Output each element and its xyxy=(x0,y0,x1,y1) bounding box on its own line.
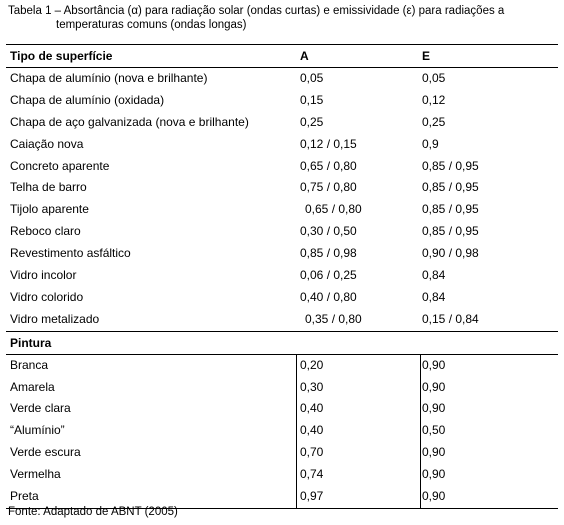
cell-a: 0,25 xyxy=(300,114,324,129)
cell-a: 0,40 / 0,80 xyxy=(300,289,357,304)
cell-a: 0,75 / 0,80 xyxy=(300,180,357,195)
cell-name: Vermelha xyxy=(10,467,61,482)
cell-a: 0,40 xyxy=(300,423,324,438)
cell-e: 0,90 xyxy=(422,401,446,416)
cell-e: 0,90 xyxy=(422,357,446,372)
cell-a: 0,15 xyxy=(300,92,324,107)
cell-a: 0,65 / 0,80 xyxy=(300,158,357,173)
cell-name: Tijolo aparente xyxy=(10,202,89,217)
table-row xyxy=(6,221,558,243)
cell-e: 0,90 xyxy=(422,467,446,482)
table-row xyxy=(6,398,558,420)
cell-a: 0,65 / 0,80 xyxy=(305,202,362,217)
caption-line-2: temperaturas comuns (ondas longas) xyxy=(56,19,247,31)
table-row xyxy=(6,442,558,464)
data-table xyxy=(6,44,558,509)
table-row xyxy=(6,486,558,508)
cell-name: “Alumínio” xyxy=(10,423,65,438)
cell-e: 0,85 / 0,95 xyxy=(422,202,479,217)
cell-name: Chapa de aço galvanizada (nova e brilhante) xyxy=(10,114,249,129)
table-row xyxy=(6,112,558,134)
cell-e: 0,25 xyxy=(422,114,446,129)
cell-e: 0,85 / 0,95 xyxy=(422,158,479,173)
cell-e: 0,12 xyxy=(422,92,446,107)
table-row xyxy=(6,68,558,90)
cell-name: Chapa de alumínio (nova e brilhante) xyxy=(10,71,208,85)
table-row xyxy=(6,134,558,156)
table-row xyxy=(6,265,558,287)
cell-name: Vidro metalizado xyxy=(10,311,100,326)
cell-a: 0,97 xyxy=(300,489,324,504)
cell-e: 0,05 xyxy=(422,71,446,85)
cell-e: 0,84 xyxy=(422,268,446,283)
cell-name: Branca xyxy=(10,357,49,372)
caption-line-1: Tabela 1 – Absortância (α) para radiação solar (ondas curtas) e emissividade (ε) para radiações a xyxy=(8,5,505,17)
cell-a: 0,20 xyxy=(300,357,324,372)
table-row xyxy=(6,287,558,309)
cell-a: 0,74 xyxy=(300,467,324,482)
cell-a: 0,40 xyxy=(300,401,324,416)
cell-e: 0,90 xyxy=(422,489,446,504)
cell-e: 0,9 xyxy=(422,136,439,151)
cell-a: 0,70 xyxy=(300,445,324,460)
table-row xyxy=(6,177,558,199)
cell-name: Vidro colorido xyxy=(10,289,84,304)
cell-name: Telha de barro xyxy=(10,180,87,195)
cell-e: 0,90 xyxy=(422,445,446,460)
table-row xyxy=(6,355,558,377)
cell-a: 0,85 / 0,98 xyxy=(300,246,357,261)
cell-e: 0,85 / 0,95 xyxy=(422,180,479,195)
header-absorptance: A xyxy=(300,49,309,63)
cell-a: 0,05 xyxy=(300,71,324,85)
paint-rows xyxy=(6,355,558,508)
cell-e: 0,15 / 0,84 xyxy=(422,311,479,326)
cell-name: Verde clara xyxy=(10,401,71,416)
cell-a: 0,30 xyxy=(300,379,324,394)
cell-name: Preta xyxy=(10,489,39,504)
table-header-row xyxy=(6,45,558,67)
cell-name: Caiação nova xyxy=(10,136,84,151)
section-header-row xyxy=(6,332,558,354)
section-title: Pintura xyxy=(10,335,52,350)
table-caption xyxy=(8,4,558,32)
header-surface-type: Tipo de superfície xyxy=(10,49,113,63)
cell-name: Vidro incolor xyxy=(10,268,77,283)
cell-a: 0,30 / 0,50 xyxy=(300,224,357,239)
table-row xyxy=(6,420,558,442)
cell-e: 0,84 xyxy=(422,289,446,304)
table-row xyxy=(6,156,558,178)
table-row xyxy=(6,377,558,399)
surface-rows xyxy=(6,68,558,331)
cell-name: Amarela xyxy=(10,379,55,394)
cell-name: Chapa de alumínio (oxidada) xyxy=(10,92,165,107)
cell-e: 0,50 xyxy=(422,423,446,438)
cell-e: 0,85 / 0,95 xyxy=(422,224,479,239)
cell-a: 0,12 / 0,15 xyxy=(300,136,357,151)
cell-a: 0,06 / 0,25 xyxy=(300,268,357,283)
table-row xyxy=(6,243,558,265)
table-row xyxy=(6,464,558,486)
cell-a: 0,35 / 0,80 xyxy=(305,311,362,326)
table-row xyxy=(6,309,558,331)
cell-e: 0,90 xyxy=(422,379,446,394)
cell-name: Concreto aparente xyxy=(10,158,110,173)
cell-name: Verde escura xyxy=(10,445,81,460)
table-source: Fonte: Adaptado de ABNT (2005) xyxy=(8,506,178,518)
cell-e: 0,90 / 0,98 xyxy=(422,246,479,261)
cell-name: Reboco claro xyxy=(10,224,81,239)
table-row xyxy=(6,199,558,221)
table-row xyxy=(6,90,558,112)
header-emissivity: E xyxy=(422,49,431,63)
cell-name: Revestimento asfáltico xyxy=(10,246,131,261)
